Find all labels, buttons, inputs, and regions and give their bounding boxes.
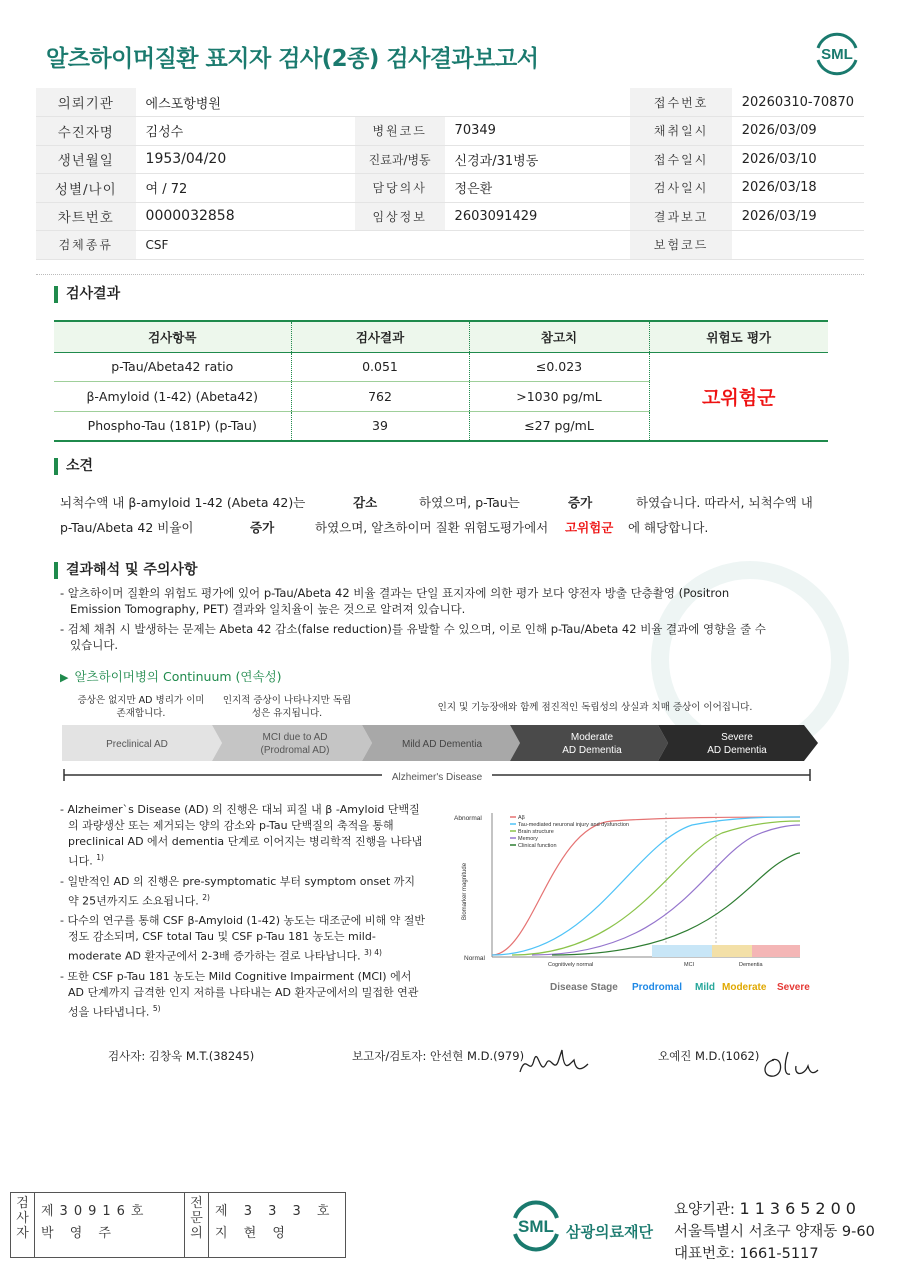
label-report-date: 결과보고 (630, 202, 731, 231)
x-dementia-label: Dementia (739, 962, 763, 968)
legend-abeta: Aβ (518, 815, 525, 821)
opinion-text: 에 해당합니다. (628, 520, 709, 535)
stage-severe-line1: Severe (721, 732, 753, 743)
opinion-text: p-Tau/Abeta 42 비율이 (60, 520, 194, 535)
note-item: - 알츠하이머 질환의 위험도 평가에 있어 p-Tau/Abeta 42 비율 결과는 단일 표지자에 의한 평가 보다 양전자 방출 단층촬영 (Positron Emission Tomography, PET) 결과와 일치율이 높은 것으로 알려져 있습니다. (60, 586, 730, 616)
third-signature: 오예진 M.D.(1062) (658, 1049, 760, 1063)
risk-assessment: 고위험군 (649, 352, 828, 441)
caption-preclinical: 증상은 없지만 AD 병리가 이미 존재합니다. (77, 695, 205, 719)
footer-info (674, 1198, 875, 1265)
y-axis-label: Biomarker magnitude (462, 862, 468, 920)
stage-mci-line1: MCI due to AD (262, 732, 328, 743)
legend-memory: Memory (518, 836, 538, 842)
y-top-label: Abnormal (454, 815, 482, 822)
label-doctor: 담당의사 (355, 174, 445, 203)
row-item: p-Tau/Abeta42 ratio (54, 352, 291, 382)
opinion-line-2 (60, 518, 840, 536)
list-item (60, 874, 428, 910)
footer-phone-label: 대표번호: (674, 1246, 735, 1262)
severe-label: Severe (777, 982, 810, 993)
value-hosp-code: 70349 (445, 117, 631, 146)
triangle-icon: ▶ (60, 671, 69, 684)
row-value: 39 (291, 411, 469, 441)
value-collect-date: 2026/03/09 (732, 117, 864, 146)
label-clinical: 임상정보 (355, 202, 445, 231)
logo-text: SML (821, 46, 853, 63)
label-hospital: 의뢰기관 (36, 88, 136, 117)
stamp-specialist-name: 지 현 영 (215, 1226, 291, 1241)
value-clinical: 2603091429 (445, 202, 631, 231)
stage-mci-line2: (Prodromal AD) (260, 745, 330, 756)
label-patient: 수진자명 (36, 117, 136, 146)
opinion-increase: 증가 (250, 520, 275, 535)
row-value: 0.051 (291, 352, 469, 382)
opinion-text: 뇌척수액 내 β-amyloid 1-42 (Abeta 42)는 (60, 495, 306, 510)
label-specimen: 검체종류 (36, 231, 136, 260)
value-chart: 0000032858 (136, 202, 355, 231)
label-dept: 진료과/병동 (355, 145, 445, 174)
y-bottom-label: Normal (464, 955, 485, 962)
row-item: Phospho-Tau (181P) (p-Tau) (54, 411, 291, 441)
opinion-decrease: 감소 (353, 495, 378, 510)
value-report-date: 2026/03/19 (732, 202, 864, 231)
bullet-ref: 3) 4) (364, 948, 382, 958)
continuum-arrow (62, 724, 822, 762)
opinion-risk: 고위험군 (565, 520, 614, 535)
moderate-label: Moderate (722, 982, 767, 993)
stage-preclinical: Preclinical AD (106, 739, 168, 750)
caption-dementia: 인지 및 기능장애와 함께 점진적인 독립성의 상실과 치매 증상이 이어집니다. (437, 702, 753, 713)
stage-moderate-line1: Moderate (570, 732, 614, 743)
stamp-tester (35, 1193, 185, 1257)
value-receipt-date: 2026/03/10 (732, 145, 864, 174)
label-sex-age: 성별/나이 (36, 174, 136, 203)
third-signature-mark (760, 1048, 820, 1082)
opinion-heading: 소견 (54, 458, 93, 475)
label-receipt-date: 접수일시 (630, 145, 731, 174)
value-patient: 김성수 (136, 117, 355, 146)
row-ref: >1030 pg/mL (469, 382, 649, 412)
header-value: 검사결과 (291, 321, 469, 352)
stage-mild: Mild AD Dementia (401, 739, 483, 750)
row-ref: ≤27 pg/mL (469, 411, 649, 441)
value-specimen: CSF (136, 231, 355, 260)
footer-logo-text: SML (518, 1217, 554, 1236)
value-insurance (732, 231, 864, 260)
footer-org-name: 삼광의료재단 (566, 1223, 653, 1241)
header-ref: 참고치 (469, 321, 649, 352)
row-ref: ≤0.023 (469, 352, 649, 382)
continuum-label (60, 667, 282, 685)
results-heading: 검사결과 (54, 286, 120, 303)
bullet-text: - 또한 CSF p-Tau 181 농도는 Mild Cognitive Impairment (MCI) 에서 AD 단계까지 급격한 인지 저하를 나타내는 AD 환자군에서의 밀접한 연관성을 나타냅니다. (60, 969, 419, 1019)
opinion-text: 하였으며, p-Tau는 (419, 495, 520, 510)
value-sex-age: 여 / 72 (136, 174, 355, 203)
legend-tau: Tau-mediated neuronal injury and dysfunction (518, 822, 629, 828)
footer-code-label: 요양기관: (674, 1202, 735, 1218)
label-collect-date: 채취일시 (630, 117, 731, 146)
value-dept: 신경과/31병동 (445, 145, 631, 174)
label-hosp-code: 병원코드 (355, 117, 445, 146)
value-receipt-no: 20260310-70870 (732, 88, 864, 117)
stamp-tester-no: 제30916호 (41, 1204, 150, 1219)
stamp-label-tester: 검사자 (11, 1193, 35, 1257)
header-item: 검사항목 (54, 321, 291, 352)
notes-heading: 결과해석 및 주의사항 (54, 562, 197, 579)
results-table (54, 320, 828, 442)
note-item: - 검체 채취 시 발생하는 문제는 Abeta 42 감소(false reduction)를 유발할 수 있으며, 이로 인해 p-Tau/Abeta 42 비율 결과에 영향을 줄 수 있습니다. (60, 622, 766, 652)
bullet-text: - 일반적인 AD 의 진행은 pre-symptomatic 부터 symptom onset 까지 약 25년까지도 소요됩니다. (60, 874, 416, 908)
disease-stage-label: Disease Stage (550, 982, 618, 993)
legend-brain: Brain structure (518, 829, 554, 835)
footer-sml-logo (510, 1198, 562, 1254)
bullet-ref: 2) (202, 892, 210, 902)
reporter-signature: 보고자/검토자: 안선현 M.D.(979) (352, 1049, 525, 1063)
biomarker-graph (452, 805, 822, 1000)
license-stamp (10, 1192, 346, 1258)
opinion-text: 하였으며, 알츠하이머 질환 위험도평가에서 (315, 520, 549, 535)
label-test-date: 검사일시 (630, 174, 731, 203)
continuum-label-text: 알츠하이머병의 Continuum (연속성) (74, 669, 282, 684)
table-row (54, 352, 828, 382)
prodromal-label: Prodromal (632, 982, 683, 993)
explanation-list (60, 802, 428, 1025)
footer-phone: 1661-5117 (739, 1246, 819, 1262)
list-item (60, 913, 428, 965)
patient-info-table (36, 88, 864, 260)
bullet-ref: 1) (96, 853, 104, 862)
stamp-specialist (209, 1193, 345, 1257)
value-dob: 1953/04/20 (136, 145, 355, 174)
opinion-line-1 (60, 493, 840, 511)
caption-mci: 인지적 증상이 나타나지만 독립성은 유지됩니다. (222, 695, 352, 719)
row-item: β-Amyloid (1-42) (Abeta42) (54, 382, 291, 412)
row-value: 762 (291, 382, 469, 412)
label-receipt-no: 접수번호 (630, 88, 731, 117)
axis-label: Alzheimer's Disease (391, 772, 483, 783)
reporter-signature-mark (518, 1042, 590, 1082)
stage-moderate-line2: AD Dementia (562, 745, 622, 756)
list-item (60, 802, 428, 870)
opinion-text: 하였습니다. 따라서, 뇌척수액 내 (636, 495, 813, 510)
report-title: 알츠하이머질환 표지자 검사(2종) 검사결과보고서 (46, 46, 539, 72)
list-item (60, 969, 428, 1021)
notes-list (60, 585, 780, 653)
stamp-tester-name: 박 영 주 (41, 1226, 117, 1241)
tester-signature: 검사자: 김창욱 M.T.(38245) (108, 1049, 255, 1063)
bullet-ref: 5) (152, 1003, 161, 1013)
divider (36, 274, 864, 275)
mild-label: Mild (695, 982, 715, 993)
stage-severe-line2: AD Dementia (707, 745, 767, 756)
header-risk: 위험도 평가 (649, 321, 828, 352)
label-insurance: 보험코드 (630, 231, 731, 260)
value-hospital: 에스포항병원 (136, 88, 631, 117)
stamp-label-specialist: 전문의 (185, 1193, 209, 1257)
footer-address: 서울특별시 서초구 양재동 9-60 (674, 1224, 875, 1240)
x-mci-label: MCI (684, 962, 695, 968)
value-doctor: 정은환 (445, 174, 631, 203)
label-chart: 차트번호 (36, 202, 136, 231)
value-test-date: 2026/03/18 (732, 174, 864, 203)
stamp-specialist-no: 제 3 3 3 호 (215, 1204, 336, 1219)
footer-code: 11365200 (739, 1199, 861, 1218)
sml-logo (812, 30, 862, 76)
bullet-text: - 다수의 연구를 통해 CSF β-Amyloid (1-42) 농도는 대조군에 비해 약 절반정도 감소되며, CSF total Tau 및 CSF p-Tau 181 농도는 mild-moderate AD 환자군에서 2-3배 증가하는 걸로 나타납니다. (60, 914, 426, 963)
bullet-text: - Alzheimer`s Disease (AD) 의 진행은 대뇌 피질 내 β -Amyloid 단백질의 과량생산 또는 제거되는 양의 감소와 p-Tau 단백질의 축적을 통해 preclinical AD 에서 dementia 단계로 이어지는 병리학적 진행을 나타냅니다. (60, 803, 423, 868)
legend-clinical: Clinical function (518, 843, 557, 849)
x-cn-label: Cognitively normal (548, 962, 594, 968)
opinion-increase: 증가 (568, 495, 593, 510)
label-dob: 생년월일 (36, 145, 136, 174)
continuum-axis (62, 765, 814, 787)
